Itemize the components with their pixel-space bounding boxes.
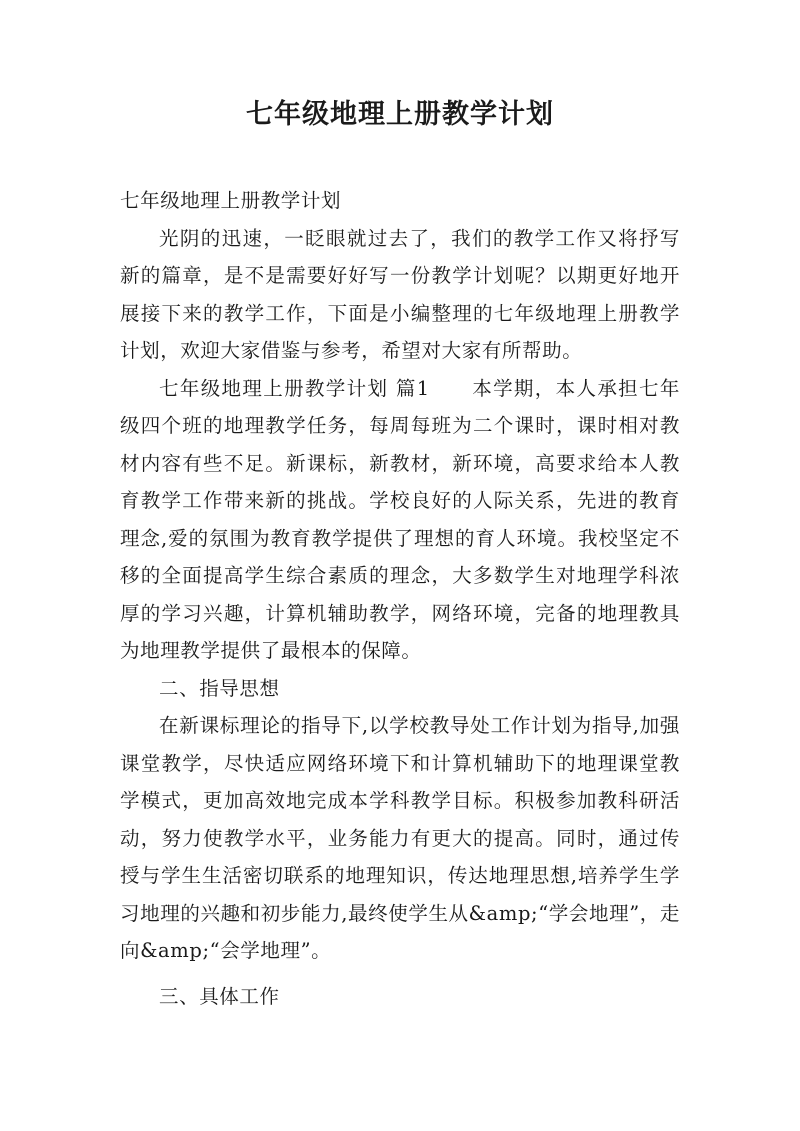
paragraph-guiding-ideology: 在新课标理论的指导下,以学校教导处工作计划为指导,加强课堂教学，尽快适应网络环境下和计算机辅助下的地理课堂教学模式，更加高效地完成本学科教学目标。积极参加教科研活动，努力使教学水平，业务能力有更大的提高。同时，通过传授与学生生活密切联系的地理知识，传达地理思想,培养学生学习地理的兴趣和初步能力,最终使学生从&amp;“学会地理”，走向&amp;“会学地理”。 — [120, 714, 680, 962]
document-subtitle: 七年级地理上册教学计划 — [120, 189, 342, 212]
heading-specific-work: 三、具体工作 — [159, 984, 280, 1008]
heading-guiding-ideology: 二、指导思想 — [159, 676, 280, 700]
paragraph-intro: 光阴的迅速，一眨眼就过去了，我们的教学工作又将抒写新的篇章，是不是需要好好写一份教学计划呢？以期更好地开展接下来的教学工作，下面是小编整理的七年级地理上册教学计划，欢迎大家借鉴与参考，希望对大家有所帮助。 — [120, 226, 680, 362]
document-title: 七年级地理上册教学计划 — [246, 99, 554, 130]
paragraph-section-1: 七年级地理上册教学计划 篇1 本学期，本人承担七年级四个班的地理教学任务，每周每班为二个课时，课时相对教材内容有些不足。新课标，新教材，新环境，高要求给本人教育教学工作带来新的挑战。学校良好的人际关系，先进的教育理念,爱的氛围为教育教学提供了理想的育人环境。我校坚定不移的全面提高学生综合素质的理念，大多数学生对地理学科浓厚的学习兴趣，计算机辅助教学，网络环境，完备的地理教具为地理教学提供了最根本的保障。 — [120, 376, 680, 662]
document-body — [120, 182, 680, 1015]
